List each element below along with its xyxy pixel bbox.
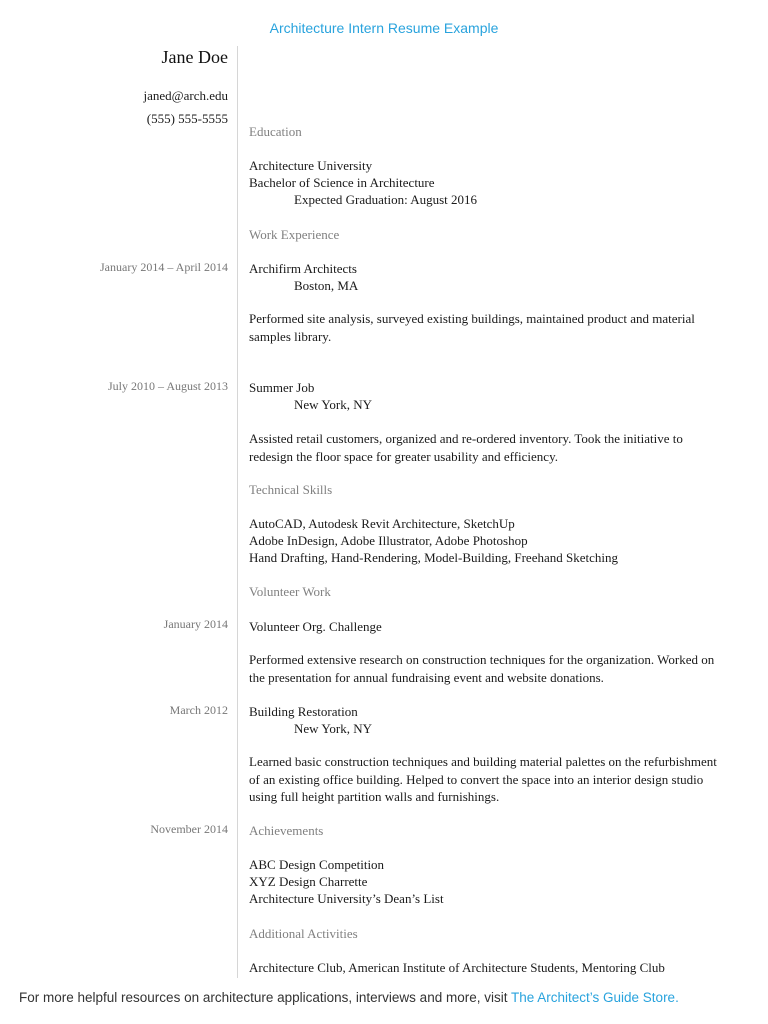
- skills-line: Adobe InDesign, Adobe Illustrator, Adobe Photoshop: [249, 533, 528, 548]
- column-divider: [237, 46, 238, 978]
- volunteer-heading: Volunteer Work: [249, 584, 331, 599]
- footer-link[interactable]: The Architect’s Guide Store.: [510, 990, 679, 1005]
- volunteer-location: New York, NY: [294, 721, 373, 736]
- job-dates: July 2010 – August 2013: [107, 379, 228, 393]
- job-employer: Archifirm Architects: [249, 261, 357, 276]
- education-graduation: Expected Graduation: August 2016: [294, 192, 478, 207]
- skills-heading: Technical Skills: [249, 482, 333, 497]
- volunteer-description: Learned basic construction techniques and building material palettes on the refurbishment of an existing office building. Helped to convert the space into an interior design studio using full height partition walls and furnishings.: [249, 754, 717, 804]
- volunteer-title: Building Restoration: [249, 704, 358, 719]
- activities-text: Architecture Club, American Institute of Architecture Students, Mentoring Club: [249, 960, 665, 975]
- profile-phone: (555) 555-5555: [146, 111, 228, 126]
- activities-heading: Additional Activities: [249, 926, 358, 941]
- job-description: Performed site analysis, surveyed existing buildings, maintained product and material samples library.: [249, 311, 695, 344]
- skills-line: Hand Drafting, Hand-Rendering, Model-Building, Freehand Sketching: [249, 550, 618, 565]
- achievement-item: XYZ Design Charrette: [249, 874, 368, 889]
- volunteer-dates: March 2012: [169, 703, 228, 717]
- job-location: New York, NY: [294, 397, 373, 412]
- volunteer-description: Performed extensive research on construction techniques for the organization. Worked on the presentation for annual fundraising event and website donations.: [249, 652, 715, 685]
- footer-text: For more helpful resources on architecture applications, interviews and more, visit: [19, 990, 511, 1005]
- job-employer: Summer Job: [249, 380, 315, 395]
- achievement-item: Architecture University’s Dean’s List: [249, 891, 444, 906]
- profile-name: Jane Doe: [161, 47, 228, 67]
- achievements-heading: Achievements: [249, 823, 324, 838]
- achievements-dates: November 2014: [150, 822, 228, 836]
- profile-email: janed@arch.edu: [143, 88, 228, 103]
- education-school: Architecture University: [249, 158, 373, 173]
- job-location: Boston, MA: [294, 278, 359, 293]
- header-link[interactable]: Architecture Intern Resume Example: [269, 20, 499, 36]
- skills-line: AutoCAD, Autodesk Revit Architecture, SketchUp: [249, 516, 515, 531]
- achievement-item: ABC Design Competition: [249, 857, 385, 872]
- job-dates: January 2014 – April 2014: [100, 260, 228, 274]
- footer: [19, 990, 679, 1005]
- education-heading: Education: [249, 124, 302, 139]
- education-degree: Bachelor of Science in Architecture: [249, 175, 435, 190]
- work-heading: Work Experience: [249, 227, 340, 242]
- volunteer-title: Volunteer Org. Challenge: [249, 619, 382, 634]
- volunteer-dates: January 2014: [163, 617, 228, 631]
- job-description: Assisted retail customers, organized and re-ordered inventory. Took the initiative to redesign the floor space for greater usability and efficiency.: [249, 431, 683, 464]
